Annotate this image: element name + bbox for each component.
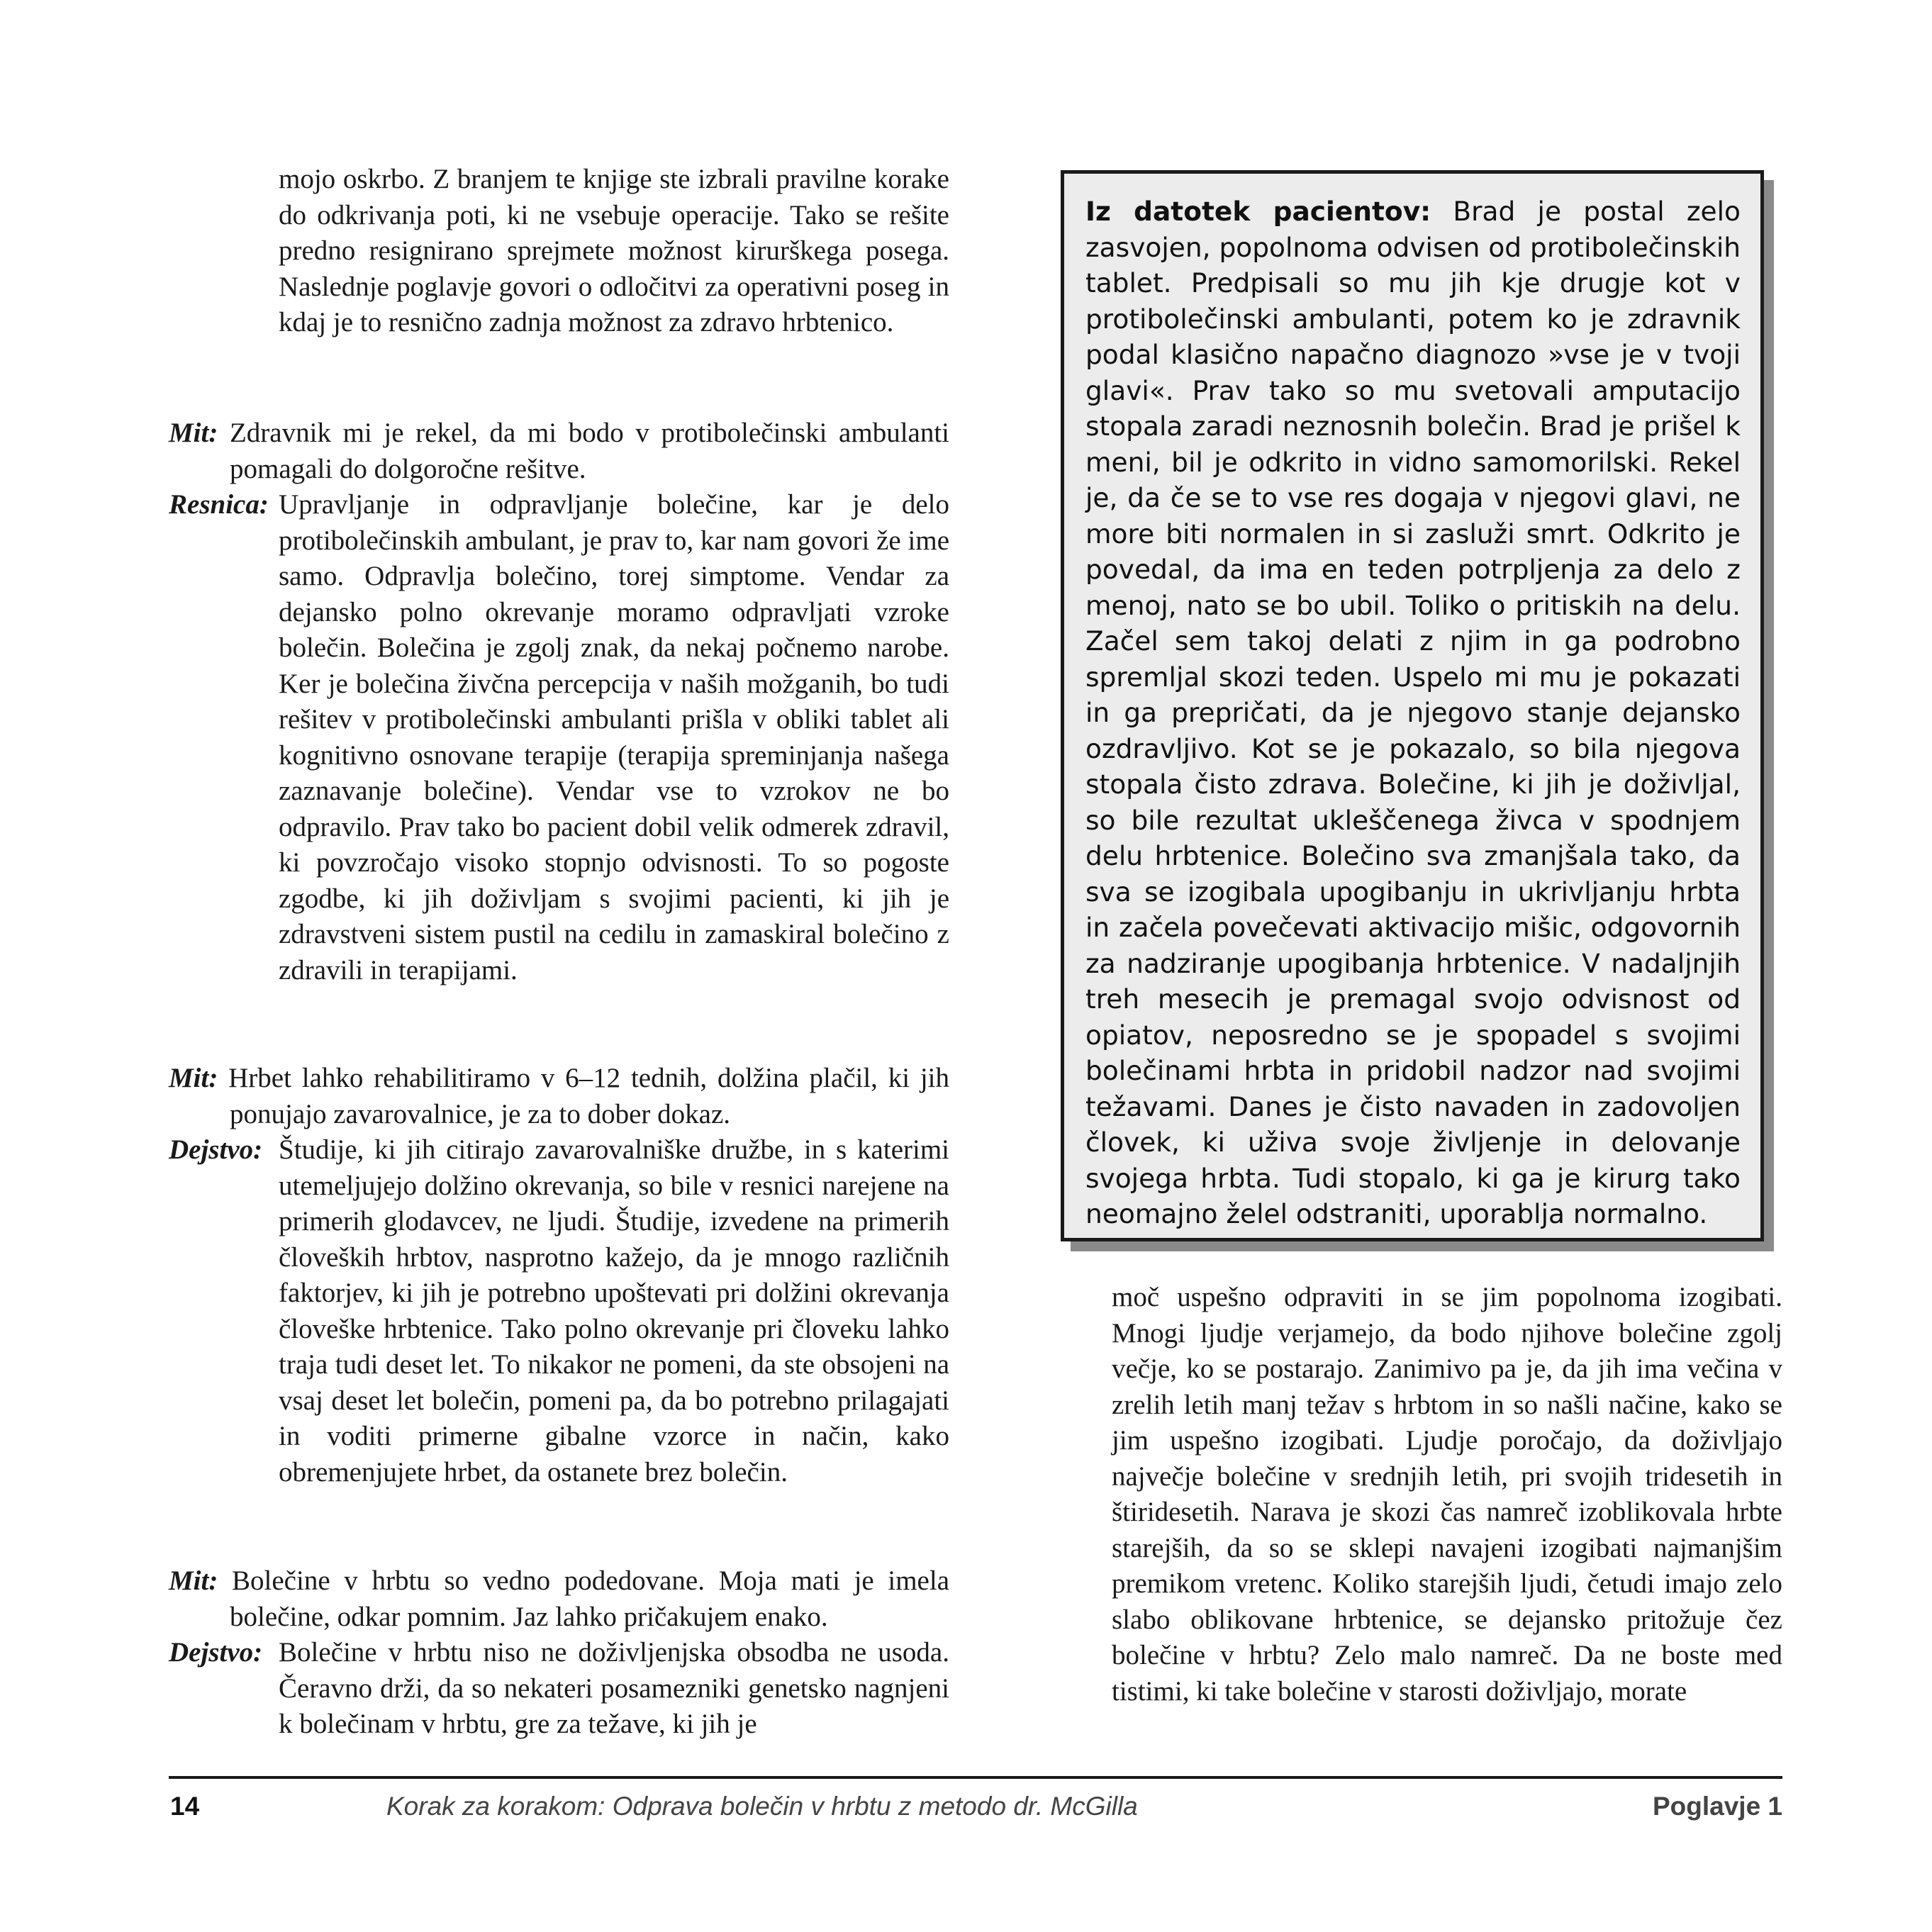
answer-text: Upravljanje in odpravljanje bolečine, kar je delo protibolečinskih ambulant, je prav to, kar nam govori že ime samo. Odpravlja bolečino, torej simptome. Vendar za dejansko polno okrevanje moramo odpravljati vzroke bolečin. Bolečina je zgolj znak, da nekaj počnemo narobe. Ker je bolečina živčna percepcija v naših možganih, bo tudi rešitev v protibolečinski ambulanti prišla v obliki tablet ali kognitivno osnovane terapije (terapija spreminjanja našega zaznavanje bolečine). Vendar vse to vzrokov ne bo odpravilo. Prav tako bo pacient dobil velik odmerek zdravil, ki povzročajo visoko stopnjo odvisnosti. To so pogoste zgodbe, ki jih doživljam s svojimi pacienti, ki jih je zdravstveni sistem pustil na cedilu in zamaskiral bolečino z zdravili in terapijami. xyxy=(279,489,949,985)
answer-block xyxy=(169,1635,949,1743)
footer-divider xyxy=(169,1776,1782,1779)
myth-statement xyxy=(169,415,949,487)
myth-entry-1 xyxy=(169,415,949,988)
myth-label: Mit: xyxy=(169,1565,218,1596)
myth-text: Hrbet lahko rehabilitiramo v 6–12 tednih, dolžina plačil, ki jih ponujajo zavarovalnice, je za to dober dokaz. xyxy=(228,1063,950,1129)
myth-text: Zdravnik mi je rekel, da mi bodo v protibolečinski ambulanti pomagali do dolgoročne rešitve. xyxy=(229,418,950,484)
answer-block xyxy=(169,1132,949,1490)
myth-text: Bolečine v hrbtu so vedno podedovane. Moja mati je imela bolečine, odkar pomnim. Jaz lahko pričakujem enako. xyxy=(230,1565,950,1632)
myth-label: Mit: xyxy=(169,1063,218,1093)
answer-label: Resnica: xyxy=(169,489,269,520)
answer-label: Dejstvo: xyxy=(169,1134,263,1165)
running-title: Korak za korakom: Odprava bolečin v hrbtu z metodo dr. McGilla xyxy=(386,1792,1138,1821)
myth-entry-3 xyxy=(169,1563,949,1743)
patient-file-text: Brad je postal zelo zasvojen, popolnoma odvisen od protibolečinskih tablet. Predpisali so mu jih kje drugje kot v protibolečinski ambulanti, potem ko je zdravnik podal klasično napačno diagnozo »vse je v tvoji glavi«. Prav tako so mu svetovali amputacijo stopala zaradi neznosnih bolečin. Brad je prišel k meni, bil je odkrito in vidno samomorilski. Rekel je, da če se to vse res dogaja v njegovi glavi, ne more biti normalen in si zasluži smrt. Odkrito je povedal, da ima en teden potrpljenja za delo z menoj, nato se bo ubil. Toliko o pritiskih na delu. Začel sem takoj delati z njim in ga podrobno spremljal skozi teden. Uspelo mi mu je pokazati in ga prepričati, da je njegovo stanje dejansko ozdravljivo. Kot se je pokazalo, so bila njegova stopala čisto zdrava. Bolečine, ki jih je doživljal, so bile rezultat ukleščenega živca v spodnjem delu hrbtenice. Bolečino sva zmanjšala tako, da sva se izogibala upogibanju in ukrivljanju hrbta in začela povečevati aktivacijo mišic, odgovornih za nadziranje upogibanja hrbtenice. V nadaljnjih treh mesecih je premagal svojo odvisnost od opiatov, neposredno se je spopadel s svojimi bolečinami hrbta in pridobil nadzor nad svojimi težavami. Danes je čisto navaden in zadovoljen človek, ki uživa svoje življenje in delovanje svojega hrbta. Tudi stopalo, ki ga je kirurg tako neomajno želel odstraniti, uporablja normalno. xyxy=(1085,196,1741,1229)
patient-file-heading: Iz datotek pacientov: xyxy=(1085,196,1431,227)
answer-label: Dejstvo: xyxy=(169,1637,263,1668)
intro-paragraph: mojo oskrbo. Z branjem te knjige ste izbrali pravilne korake do odkrivanja poti, ki ne vsebuje operacije. Tako se rešite predno resignirano sprejmete možnost kirurškega posega. Naslednje poglavje govori o odločitvi za operativni poseg in kdaj je to resnično zadnja možnost za zdravo hrbtenico. xyxy=(279,164,949,337)
right-column-paragraph: moč uspešno odpraviti in se jim popolnoma izogibati. Mnogi ljudje verjamejo, da bodo njihove bolečine zgolj večje, ko se postarajo. Zanimivo pa je, da jih ima večina v zrelih letih manj težav s hrbtom in so našli načine, kako se jim uspešno izogibati. Ljudje poročajo, da doživljajo največje bolečine v srednjih letih, pri svojih tridesetih in štiridesetih. Narava je skozi čas namreč izoblikovala hrbte starejših, da so se sklepi navajeni izogibati najmanjšim premikom vretenc. Koliko starejših ljudi, četudi imajo zelo slabo oblikovane hrbtenice, se dejansko pritožuje čez bolečine v hrbtu? Zelo malo namreč. Da ne boste med tistimi, ki take bolečine v starosti doživljajo, morate xyxy=(1112,1282,1782,1707)
patient-file-box xyxy=(1061,170,1764,1241)
answer-block xyxy=(169,487,949,988)
myth-statement xyxy=(169,1563,949,1635)
page-number: 14 xyxy=(170,1792,200,1821)
myth-label: Mit: xyxy=(169,418,218,448)
answer-text: Študije, ki jih citirajo zavarovalniške družbe, in s katerimi utemeljujejo dolžino okrevanja, so bile v resnici narejene na primerih glodavcev, ne ljudi. Študije, izvedene na primerih človeških hrbtov, nasprotno kažejo, da je mnogo različnih faktorjev, ki jih je potrebno upoštevati pri dolžini okrevanja človeške hrbtenice. Tako polno okrevanje pri človeku lahko traja tudi deset let. To nikakor ne pomeni, da ste obsojeni na vsaj deset let bolečin, pomeni pa, da bo potrebno prilagajati in voditi primerne gibalne vzorce in način, kako obremenjujete hrbet, da ostanete brez bolečin. xyxy=(279,1134,949,1487)
chapter-label: Poglavje 1 xyxy=(1652,1792,1782,1821)
myth-statement xyxy=(169,1061,949,1132)
answer-text: Bolečine v hrbtu niso ne doživljenjska obsodba ne usoda. Čeravno drži, da so nekateri posamezniki genetsko nagnjeni k bolečinam v hrbtu, gre za težave, ki jih je xyxy=(279,1637,949,1739)
myth-entry-2 xyxy=(169,1061,949,1490)
